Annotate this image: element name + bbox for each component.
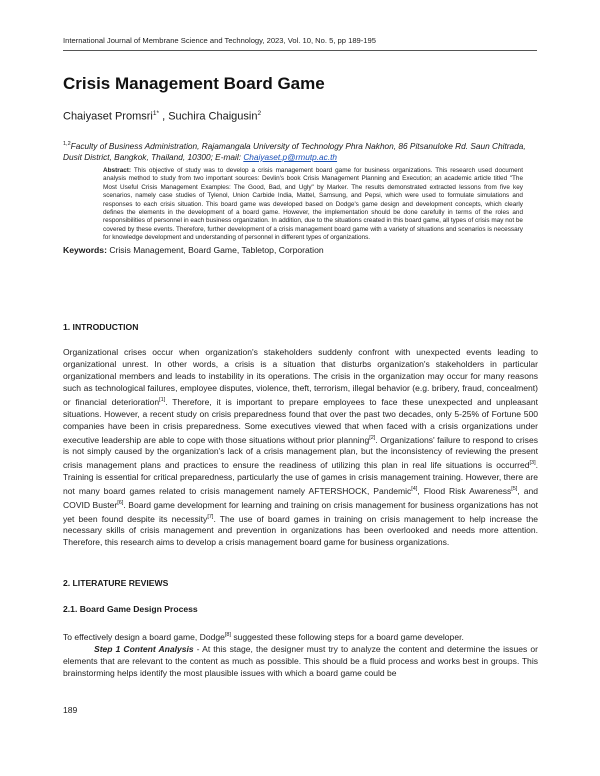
author-line [63,110,261,123]
citation-3: [3] [529,460,536,467]
introduction-paragraph [63,347,538,549]
section-heading-literature: 2. LITERATURE REVIEWS [63,578,169,588]
citation-4: [4] [411,486,418,493]
page-number: 189 [63,705,78,715]
abstract [103,167,523,243]
intro-text-7: . Board game development for learning and training on crisis management for business organizations has not yet been found despite its necessity [63,499,538,524]
literature-body [63,630,538,680]
intro-text-2: . Therefore, it is important to prepare employees to face these unexpected and unpleasant situations. However, a recent study on crisis preparedness found that over the past two decades, only 5-25% of Fortune 500 companies have been in crisis preparedness. Some executives viewed that when faced with a crisis organizations under executive leadership are able to cope with those situations without prior planning [63,396,538,445]
affiliation [63,139,543,163]
author-1: Chaiyaset Promsri [63,110,153,123]
section-heading-introduction: 1. INTRODUCTION [63,322,139,332]
author-2-superscript: 2 [257,110,262,117]
email-link[interactable]: Chaiyaset.p@rmutp.ac.th [243,151,338,162]
literature-paragraph-step1 [63,644,538,680]
affiliation-superscript: 1,2 [63,141,71,147]
author-1-superscript: 1* [152,110,160,117]
intro-text-6: , and COVID Buster [63,485,538,510]
keywords-label: Keywords: [63,245,107,255]
keywords-text: Crisis Management, Board Game, Tabletop, Corporation [106,245,324,255]
keywords [63,245,324,255]
lit-text-1b: suggested these following steps for a board game developer. [231,631,464,642]
citation-8: [8] [224,632,231,638]
citation-7: [7] [207,513,214,520]
author-2: Suchira Chaigusin [168,110,258,123]
step-1-title: Step 1 Content Analysis [94,643,194,654]
affiliation-text: Faculty of Business Administration, Rajamangala University of Technology Phra Nakhon, 86 Pitsanuloke Rd. Saun Chitrada, Dusit District, Bangkok, Thailand, 10300; E-mail: [63,140,526,162]
citation-5: [5] [511,486,518,493]
header-rule [63,50,537,51]
author-separator: , [159,110,169,123]
intro-text-5: , Flood Risk Awareness [417,485,512,496]
abstract-text: This objective of study was to develop a crisis management board game for business organizations. This research used document analysis method to study from two important sources: Devlin's book Crisis Management Planning and Execution; an academic article titled "The Most Useful Crisis Management Examples: The Good, Bad, and Ugly" by Marker. The results demonstrated extracted lessons from five key scenarios, namely case studies of Tylenol, Union Carbide India, Mattel, Samsung, and Pepsi, which were used to formulate simulations and responses to each crisis situation. This board game was developed based on Dodge's game design and development concepts, which clearly defines the elements in the development of a board game. However, the implementation should be done carefully in terms of the roles and responsibilities of personnel in each business organization. In addition, due to the situations created in this board game, all types of crisis may not be covered by these events. Therefore, further development of a crisis management board game with a variety of situations and scenarios is necessary for knowledge development and understanding of personnel in different types of organizations. [103,167,523,242]
citation-6: [6] [117,499,124,506]
paper-title: Crisis Management Board Game [63,74,325,93]
intro-text-4: . Training is essential for critical preparedness, particularly the use of games in crisis management training. However, there are not many board games related to crisis management namely AFTERSHOCK, Pandemic [63,460,538,496]
intro-text-1: Organizational crises occur when organization's stakeholders suddenly confront with unexpected events leading to organizational unrest. In other words, a crisis is a situation that disturbs organization's stakeholders in particular organizational members and leads to instability in its operations. The crisis in the organization may occur for many reasons such as technological failures, employee disputes, violence, theft, terrorism, illegal behavior (e.g. bribery, fraud, concealment) or financial deterioration [63,347,538,407]
literature-paragraph-1 [63,630,538,644]
running-head: International Journal of Membrane Science and Technology, 2023, Vol. 10, No. 5, pp 189-195 [63,36,376,45]
citation-2: [2] [369,434,376,441]
abstract-label: Abstract: [103,167,132,174]
citation-1: [1] [159,396,166,403]
step-1-text: - At this stage, the designer must try to analyze the content and determine the issues or elements that are relevant to the content as much as possible. This should be a fluid process and works best in groups. This brainstorming helps identify the most plausible issues with which a board game could be [63,643,538,678]
subsection-heading-board-game-design: 2.1. Board Game Design Process [63,604,198,614]
intro-text-3: . Organizations' failure to respond to crises is not simply caused by the organization's lack of a crisis management plan, but the inconsistency of reviewing the present crisis management plans and practices to ensure the readiness of utilizing this plan in real life situations is occurred [63,434,538,471]
intro-text-8: . The use of board games in training on crisis management to help increase the necessary skills of crisis management and prevention in organizations has been overlooked and needs more attention. Therefore, this research aims to develop a crisis management board game for business organizations. [63,513,538,548]
lit-text-1a: To effectively design a board game, Dodge [63,631,225,642]
